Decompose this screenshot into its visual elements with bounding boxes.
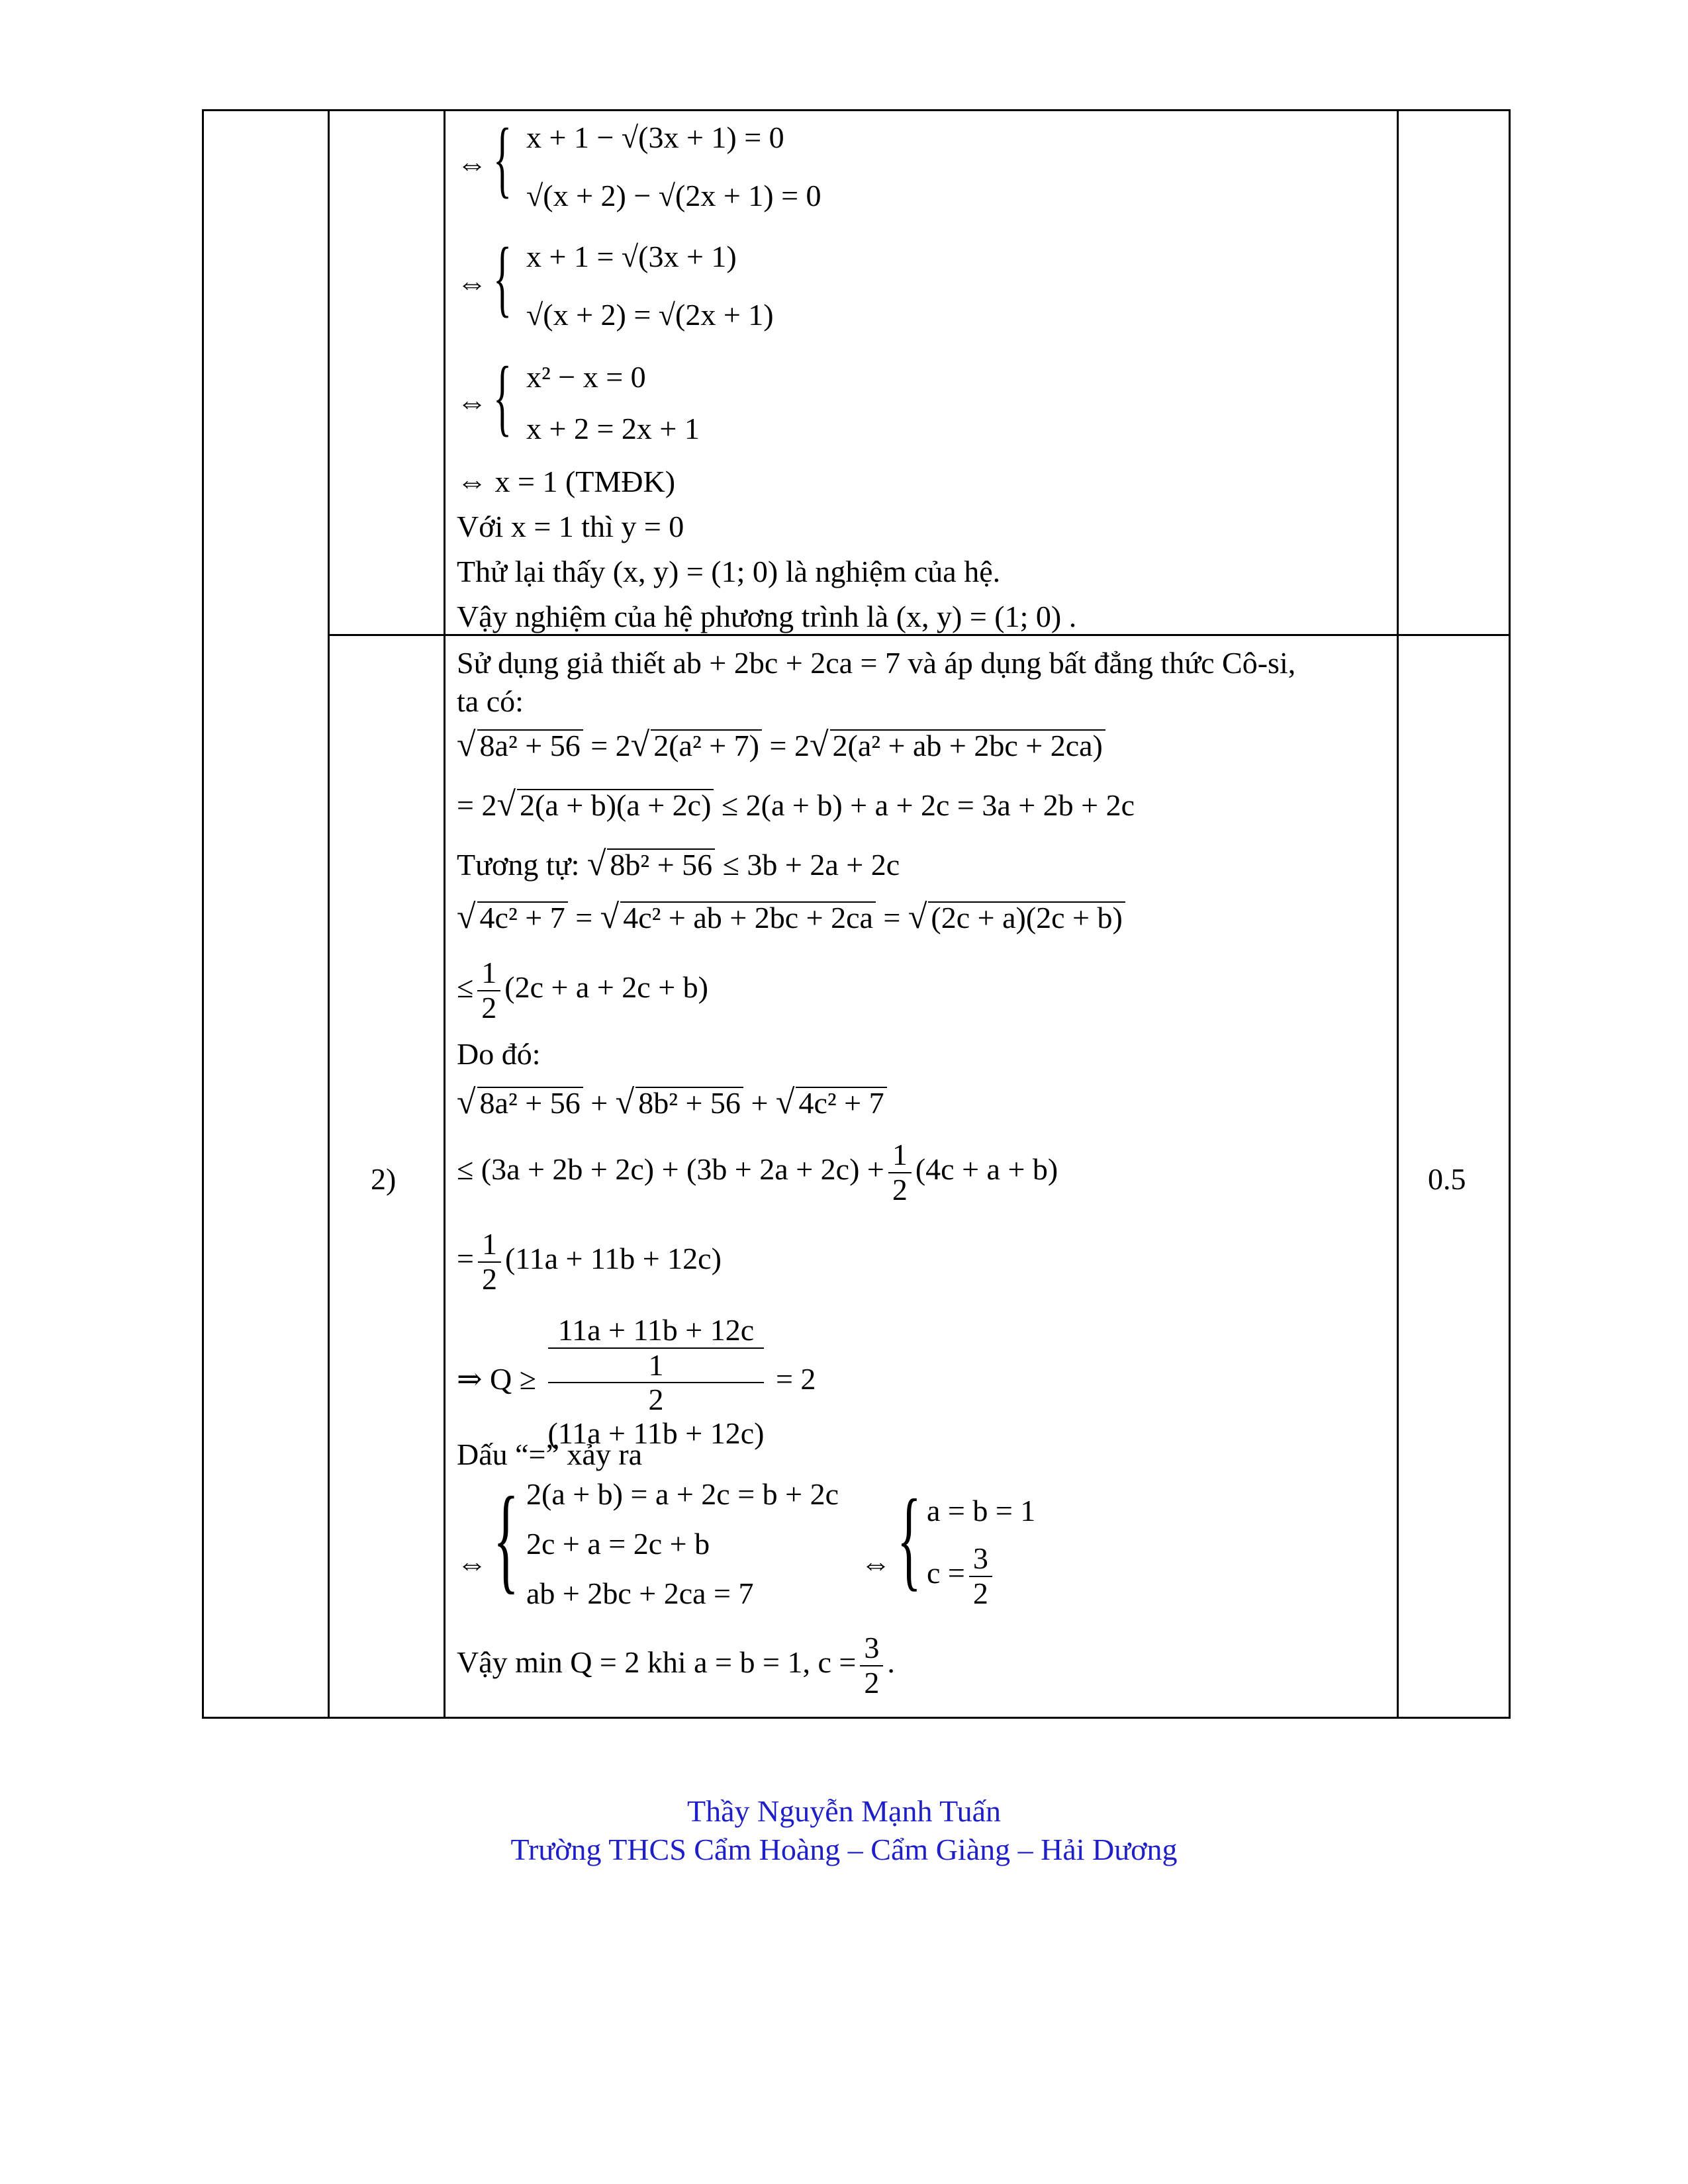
text-line: Sử dụng giả thiết ab + 2bc + 2ca = 7 và áp dụng bất đẳng thức Cô-si,: [457, 646, 1296, 680]
brace-icon: {: [493, 111, 512, 206]
question-number: 2): [371, 1162, 397, 1196]
equation: √(x + 2) = √(2x + 1): [526, 298, 774, 332]
table-border-top: [202, 109, 1511, 111]
equation: a = b = 1: [927, 1494, 1036, 1527]
math-line: = $\frac{1}{2}$ (11a + 11b + 12c): [457, 1227, 722, 1296]
solution-line: ⇔ x = 1 (TMĐK): [457, 465, 676, 498]
iff-symbol: ⇔: [457, 147, 487, 181]
equation: x + 1 − √(3x + 1) = 0: [526, 120, 784, 154]
table-divider-1: [328, 109, 330, 1719]
table-divider-2: [444, 109, 445, 1719]
brace-icon: {: [493, 230, 512, 326]
table-border-bottom: [202, 1717, 1511, 1719]
math-line: = 2√ 2(a + b)(a + 2c) ≤ 2(a + b) + a + 2c = 3a + 2b + 2c: [457, 786, 1135, 823]
equation: x + 1 = √(3x + 1): [526, 240, 737, 273]
solution-line: Vậy nghiệm của hệ phương trình là (x, y) = (1; 0) .: [457, 600, 1077, 633]
brace-icon: {: [897, 1477, 921, 1601]
conclusion-line: Vậy min Q = 2 khi a = b = 1, c = $\frac{3}{2}$ .: [457, 1631, 895, 1700]
iff-symbol: ⇔: [457, 385, 487, 419]
math-line: ⇒ Q ≥ 11a + 11b + 12c 1 2 (11a + 11b + 12c) = 2: [457, 1313, 816, 1450]
equation: 2c + a = 2c + b: [526, 1527, 710, 1561]
brace-icon: {: [493, 1473, 519, 1604]
table-border-right: [1509, 109, 1511, 1719]
brace-icon: {: [493, 349, 512, 445]
math-line: √ 8a² + 56 + √ 8b² + 56 + √ 4c² + 7: [457, 1085, 887, 1120]
solution-line: Với x = 1 thì y = 0: [457, 510, 684, 543]
text-line: Dấu “=” xảy ra: [457, 1437, 643, 1471]
table-border-left: [202, 109, 204, 1719]
equation: c = $\frac{3}{2}$: [927, 1542, 996, 1610]
footer-author: Thầy Nguyễn Mạnh Tuấn: [686, 1794, 1002, 1828]
equation: 2(a + b) = a + 2c = b + 2c: [526, 1477, 839, 1511]
text-line: ta có:: [457, 684, 524, 718]
math-line: ≤ (3a + 2b + 2c) + (3b + 2a + 2c) + $\frac{1}{2}$ (4c + a + b): [457, 1138, 1058, 1206]
math-line: ≤ $\frac{1}{2}$ (2c + a + 2c + b): [457, 956, 708, 1024]
solution-line: Thử lại thấy (x, y) = (1; 0) là nghiệm của hệ.: [457, 555, 1001, 588]
equation: ab + 2bc + 2ca = 7: [526, 1576, 754, 1610]
footer-school: Trường THCS Cẩm Hoàng – Cẩm Giàng – Hải Dương: [510, 1833, 1178, 1866]
equation: √(x + 2) − √(2x + 1) = 0: [526, 179, 821, 212]
text-line: Do đó:: [457, 1037, 541, 1071]
math-line: √ 8a² + 56 = 2√ 2(a² + 7) = 2√ 2(a² + ab + 2bc + 2ca): [457, 728, 1105, 762]
iff-symbol: ⇔: [861, 1547, 891, 1580]
solution-table: [202, 109, 1511, 1719]
row-divider: [328, 634, 1511, 636]
score-value: 0.5: [1428, 1162, 1466, 1196]
table-divider-3: [1397, 109, 1399, 1719]
iff-symbol: ⇔: [457, 1547, 487, 1580]
math-line: Tương tự: √ 8b² + 56 ≤ 3b + 2a + 2c: [457, 845, 900, 883]
iff-symbol: ⇔: [457, 266, 487, 300]
equation: x² − x = 0: [526, 360, 646, 394]
math-line: √ 4c² + 7 = √ 4c² + ab + 2bc + 2ca = √ (2c + a)(2c + b): [457, 900, 1125, 934]
equation: x + 2 = 2x + 1: [526, 412, 700, 445]
